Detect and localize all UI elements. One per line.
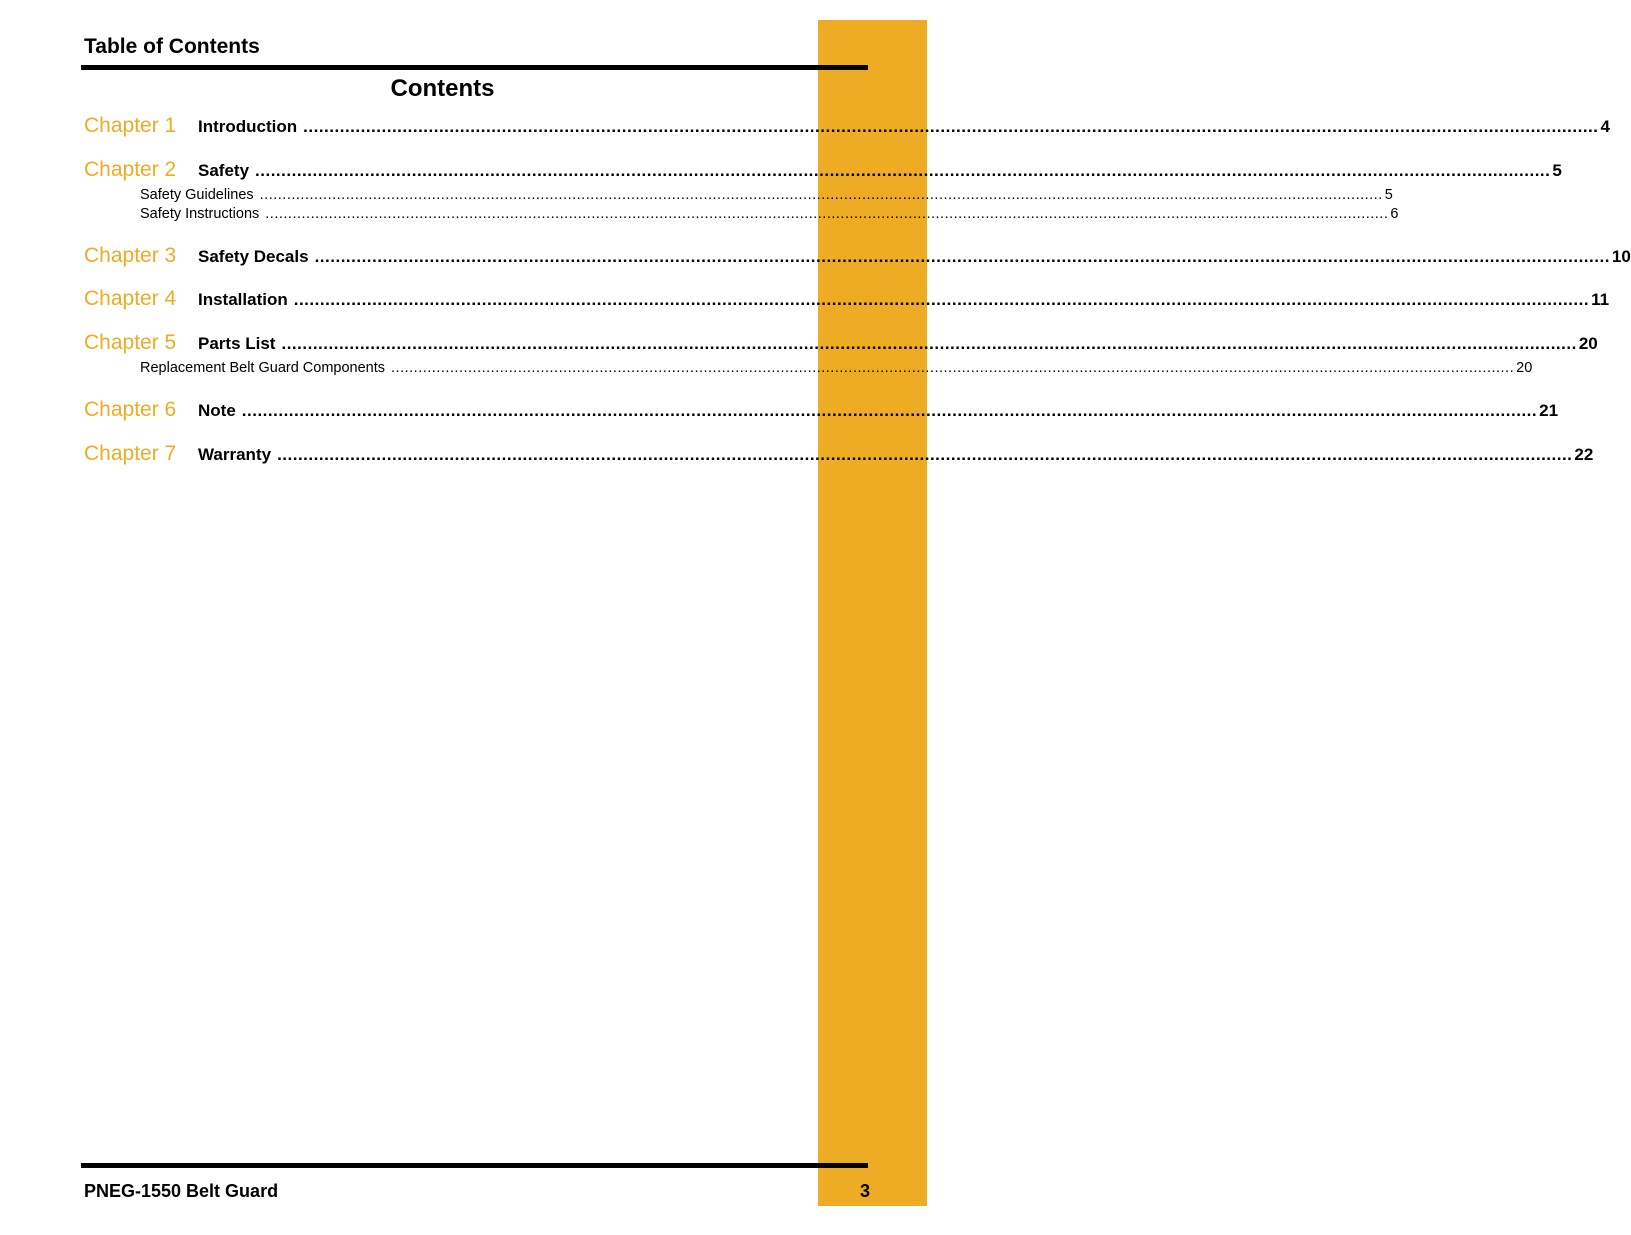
section-title: Safety Guidelines	[140, 187, 254, 203]
toc-section-safety-guidelines[interactable]	[140, 187, 1393, 203]
dot-leader: ........................................................................................................................................................................................................................................................	[391, 360, 1515, 376]
chapter-label: Chapter 5	[84, 331, 177, 354]
chapter-page-number: 21	[1539, 401, 1559, 420]
chapter-page-number: 11	[1591, 290, 1610, 309]
chapter-label: Chapter 6	[84, 398, 177, 421]
chapter-title: Note	[198, 401, 236, 420]
chapter-title: Safety	[198, 161, 250, 180]
toc-chapter-2[interactable]	[84, 158, 1562, 182]
toc-chapter-7[interactable]	[84, 442, 1594, 466]
dot-leader: ........................................................................................................................................................................................................................................................	[255, 161, 1551, 180]
chapter-page-number: 5	[1552, 161, 1562, 180]
dot-leader: ........................................................................................................................................................................................................................................................	[241, 401, 1538, 420]
footer-page-number: 3	[859, 1181, 870, 1201]
dot-leader: ........................................................................................................................................................................................................................................................	[277, 445, 1573, 464]
chapter-label: Chapter 7	[84, 442, 177, 465]
footer-document-title: PNEG-1550 Belt Guard	[84, 1181, 279, 1201]
dot-leader: ........................................................................................................................................................................................................................................................	[303, 117, 1599, 136]
toc-chapter-6[interactable]	[84, 398, 1559, 422]
toc-section-replacement-belt-guard-components[interactable]	[140, 360, 1533, 376]
toc-section-safety-instructions[interactable]	[140, 206, 1399, 222]
chapter-page-number: 20	[1578, 334, 1598, 353]
section-page-number: 6	[1390, 206, 1399, 222]
toc-chapter-4[interactable]	[84, 287, 1610, 311]
dot-leader: ........................................................................................................................................................................................................................................................	[265, 206, 1389, 222]
dot-leader: ........................................................................................................................................................................................................................................................	[293, 290, 1590, 309]
dot-leader: ........................................................................................................................................................................................................................................................	[259, 187, 1383, 203]
chapter-title: Introduction	[198, 117, 298, 136]
chapter-page-number: 4	[1600, 117, 1610, 136]
header-rule	[81, 65, 868, 70]
chapter-label: Chapter 1	[84, 114, 177, 137]
section-title: Safety Instructions	[140, 206, 260, 222]
section-page-number: 5	[1384, 187, 1393, 203]
chapter-page-number: 10	[1611, 247, 1631, 266]
chapter-label: Chapter 4	[84, 287, 177, 310]
toc-chapter-3[interactable]	[84, 244, 1631, 268]
page-header-title: Table of Contents	[84, 35, 260, 58]
contents-heading: Contents	[390, 75, 495, 102]
chapter-title: Warranty	[198, 445, 272, 464]
toc-chapter-5[interactable]	[84, 331, 1598, 355]
chapter-title: Installation	[198, 290, 288, 309]
chapter-label: Chapter 3	[84, 244, 177, 267]
footer-rule	[81, 1163, 868, 1168]
dot-leader: ........................................................................................................................................................................................................................................................	[314, 247, 1610, 266]
section-title: Replacement Belt Guard Components	[140, 360, 386, 376]
chapter-title: Parts List	[198, 334, 276, 353]
chapter-title: Safety Decals	[198, 247, 309, 266]
dot-leader: ........................................................................................................................................................................................................................................................	[281, 334, 1577, 353]
toc-chapter-1[interactable]	[84, 114, 1610, 138]
section-page-number: 20	[1516, 360, 1533, 376]
chapter-label: Chapter 2	[84, 158, 177, 181]
chapter-page-number: 22	[1574, 445, 1594, 464]
